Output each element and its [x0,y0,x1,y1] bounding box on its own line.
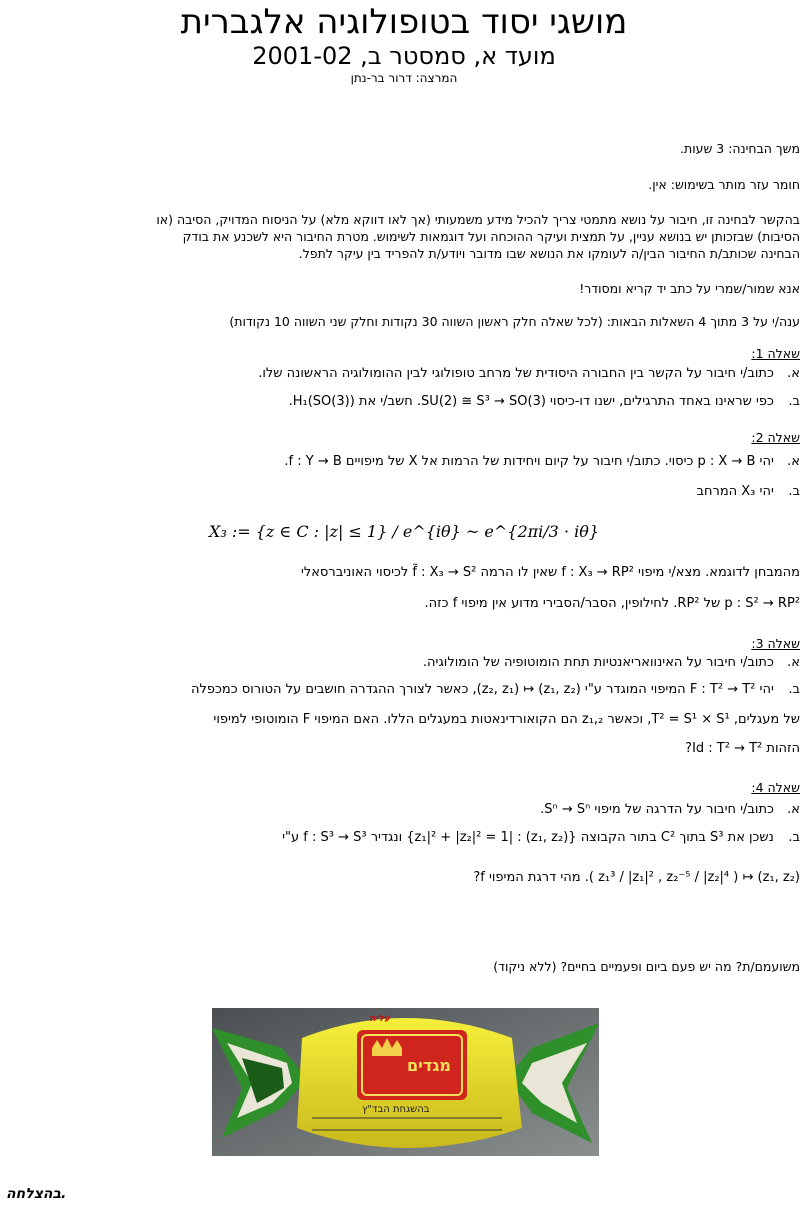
page-title: מושגי יסוד בטופולוגיה אלגברית [180,2,628,42]
question-2b-line-1: מהמבחן לדוגמא. מצא/י מיפוי f : X₃ → RP² שאין לו הרמה f̃ : X₃ → S² לכיסוי האוניברסאלי [300,565,800,580]
question-2b-label: ב. [788,484,800,499]
question-2b-line-2: p : S² → RP² של RP². לחילופין, הסבר/הסבירי מדוע אין מיפוי f כזה. [424,596,800,611]
question-2a-text: יהי p : X → B כיסוי. כתוב/י חיבור על קיום ויחידות של הרמות אל X של מיפויים f : Y → B. [284,454,774,469]
question-4b-line-2: (z₁, z₂) ↦ ( z₁³ / |z₁|² , z₂⁻⁵ / |z₂|⁴ ). מהי דרגת המיפוי f? [473,870,800,885]
question-3b [10,680,800,700]
question-4a [10,800,800,820]
question-2a-label: א. [787,454,800,469]
question-3b-line-3: הזהות Id : T² → T²? [685,741,800,756]
question-3b-text: יהי F : T² → T² המיפוי המוגדר ע"י (z₁, z₂) ↦ (z₂, z₁), כאשר לצורך ההגדרה חושבים על הטורוס כמכפלה [191,682,774,697]
question-1b-text: כפי שראינו באחד התרגילים, ישנו דו-כיסוי SU(2) ≅ S³ → SO(3). חשב/י את H₁(SO(3)). [288,394,774,409]
question-4-heading: שאלה 4: [751,780,800,795]
essay-explanation-line-2: הסיבות) שבזכותן יש בנושא עניין, על תמצית ועיקר ההוכחה ועל דוגמאות לשימוש. מטרת החיבור היא לשכנע את בודק [182,229,800,244]
exam-duration: משך הבחינה: 3 שעות. [680,141,800,156]
essay-explanation-line-3: הבחינה שכותב/ת החיבור הבין/ה לעומקו את הנושא שבו מדובר ויודע/ת להפריד בין עיקר לתפל. [298,246,800,261]
candy-brand: עלית [370,1014,391,1024]
question-3a [10,653,800,673]
question-3-heading: שאלה 3: [751,636,800,651]
question-1a-label: א. [787,366,800,381]
candy-wrapper-illustration [212,1008,599,1156]
question-2a [10,452,800,472]
question-1a [10,364,800,384]
space-x3-formula: X₃ := {z ∈ C : |z| ≤ 1} / e^{iθ} ~ e^{2πi/3 · iθ} [208,522,600,541]
candy-name: מגדים [407,1056,451,1075]
good-luck: בהצלחה. [6,1186,67,1202]
allowed-materials: חומר עזר מותר בשימוש: אין. [648,177,800,192]
question-1a-text: כתוב/י חיבור על הקשר בין החבורה היסודית של מרחב טופולוגי לבין ההומולוגיה הראשונה שלו. [258,366,774,381]
essay-explanation-line-1: בהקשר לבחינה זו, חיבור על נושא מתמטי צריך להכיל מידע משמעותי (אך לאו דווקא מלא) על הניסוח המדויק, הסיבה (או [156,212,800,227]
question-3a-text: כתוב/י חיבור על האינוואריאנטיות תחת הומוטופיה של הומולוגיה. [422,655,774,670]
question-2-heading: שאלה 2: [751,430,800,445]
candy-photo [212,1008,599,1156]
question-3b-label: ב. [788,682,800,697]
answer-instructions: ענה/י על 3 מתוך 4 השאלות הבאות: (לכל שאלה חלק ראשון השווה 30 נקודות וחלק שני השווה 10 נקודות) [229,314,800,329]
riddle: משועמם/ת? מה יש פעם ביום ופעמיים בחיים? (ללא ניקוד) [493,959,800,974]
question-1b-label: ב. [788,394,800,409]
question-4b-text: נשכן את S³ בתוך C² בתור הקבוצה {(z₁, z₂) : |z₁|² + |z₂|² = 1} ונגדיר f : S³ → S³ ע"י [282,830,774,845]
exam-subtitle: מועד א, סמסטר ב, 2001-02 [252,42,556,70]
lecturer-line: המרצה: דרור בר-נתן [350,71,458,85]
question-3a-label: א. [787,655,800,670]
handwriting-note: אנא שמור/שמרי על כתב יד קריא ומסודר! [579,281,800,296]
question-4a-text: כתוב/י חיבור על הדרגה של מיפוי Sⁿ → Sⁿ. [540,802,774,817]
question-2b [10,482,800,502]
candy-caption: בהשגחת הבד"ץ [362,1104,430,1115]
question-3b-line-2: של מעגלים, T² = S¹ × S¹, וכאשר z₁,₂ הם הקואורדינאטות במעגלים הללו. האם המיפוי F הומוטופי למיפוי [213,712,800,727]
question-4b [10,828,800,848]
question-1b [10,392,800,412]
question-2b-text: יהי X₃ המרחב [696,484,774,499]
question-1-heading: שאלה 1: [751,346,800,361]
question-4b-label: ב. [788,830,800,845]
question-4a-label: א. [787,802,800,817]
